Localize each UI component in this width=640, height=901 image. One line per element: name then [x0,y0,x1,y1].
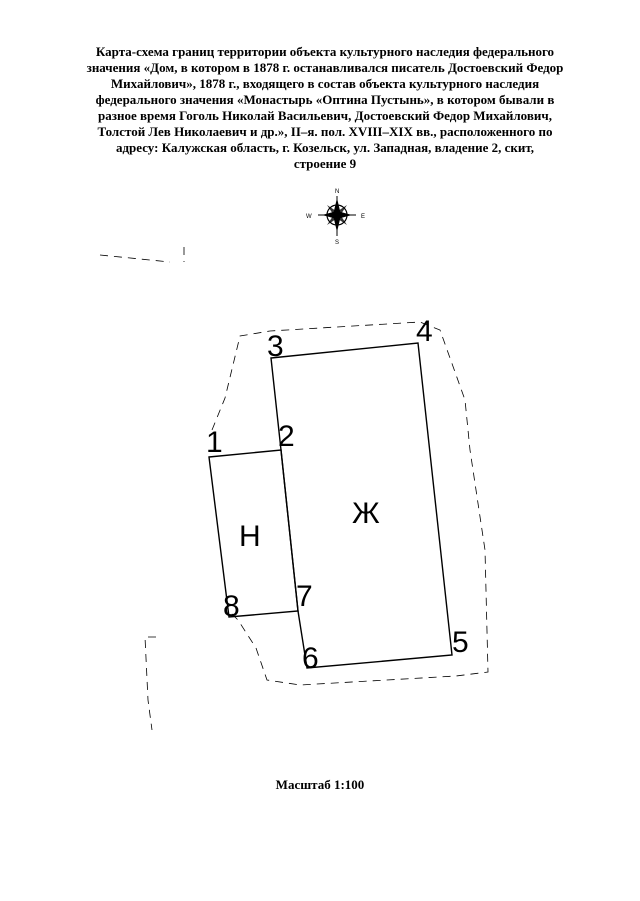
zone-n-label: Н [239,520,261,553]
title-line: строение 9 [293,156,357,171]
title-line: разное время Гоголь Николай Васильевич, Достоевский Федор Михайлович, [98,108,552,123]
zone-zh-label: Ж [352,497,380,530]
title-line: адресу: Калужская область, г. Козельск, ул. Западная, владение 2, скит, [115,140,535,155]
title-line: федерального значения «Монастырь «Оптина Пустынь», в котором бывали в [95,92,555,107]
compass-south-label: S [335,240,340,246]
compass-north-label: N [335,189,340,195]
point-label-4: 4 [416,315,433,348]
title-line: Толстой Лев Николаевич и др.», II–я. пол. XVIII–XIX вв., расположенного по [97,124,553,139]
point-label-2: 2 [278,420,295,453]
compass-east-label: E [361,214,366,220]
compass-rose-icon [306,189,365,246]
scale-label: Масштаб 1:100 [275,777,365,792]
point-label-1: 1 [206,426,223,459]
point-label-3: 3 [267,330,284,363]
title-line: Карта-схема границ территории объекта культурного наследия федерального [95,44,555,59]
point-label-7: 7 [296,580,313,613]
title-line: Михайлович», 1878 г., входящего в состав объекта культурного наследия [110,76,540,91]
point-label-6: 6 [302,642,319,675]
point-label-8: 8 [223,590,240,623]
point-label-5: 5 [452,626,469,659]
title-line: значения «Дом, в котором в 1878 г. останавливался писатель Достоевский Федор [86,60,564,75]
compass-west-label: W [306,214,312,220]
